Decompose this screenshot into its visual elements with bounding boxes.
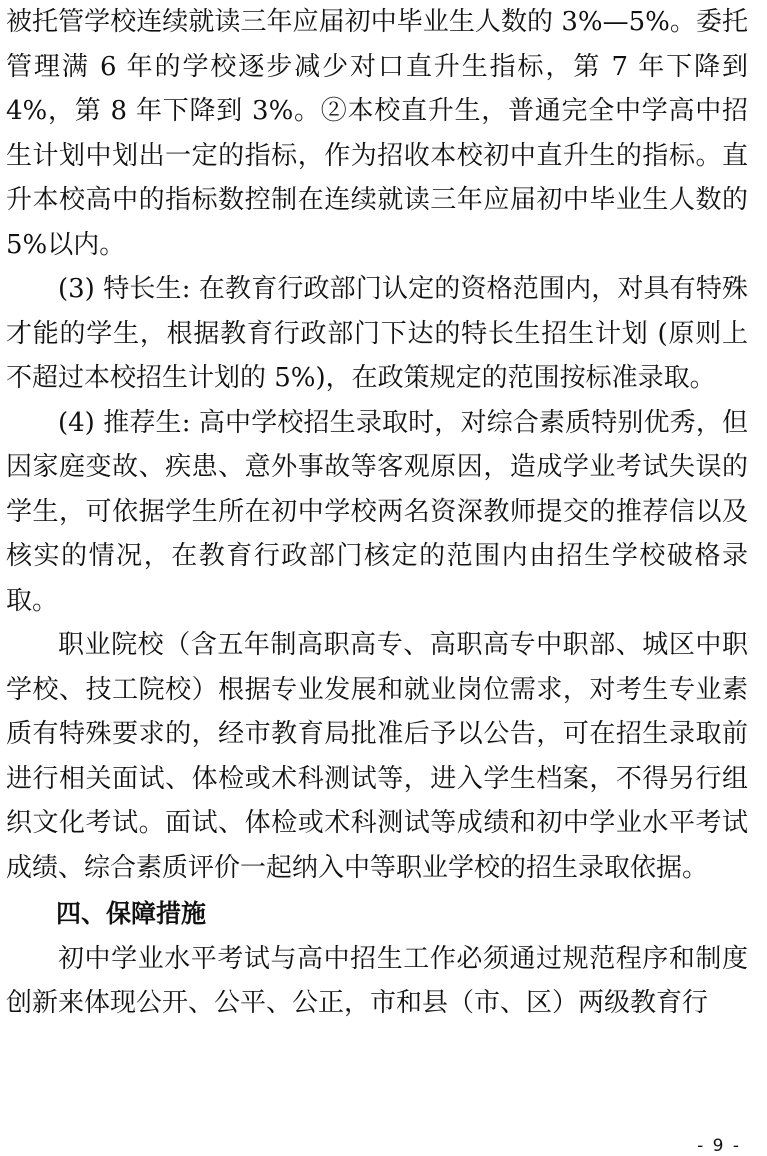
paragraph-safeguards: 初中学业水平考试与高中招生工作必须通过规范程序和制度创新来体现公开、公平、公正，市和县（市、区）两级教育行: [6, 943, 748, 1018]
paragraph-continuation: 被托管学校连续就读三年应届初中毕业生人数的 3%—5%。委托管理满 6 年的学校逐步减少对口直升生指标，第 7 年下降到 4%，第 8 年下降到 3%。②本校直升生，普通完全中学高中招生计划中划出一定的指标，作为招收本校初中直升生的指标。直升本校高中的指标数控制在连续就读三年应届初中毕业生人数的 5%以内。: [6, 7, 748, 260]
document-body: [6, 0, 748, 1026]
paragraph-talent-students: (3) 特长生: 在教育行政部门认定的资格范围内，对具有特殊才能的学生，根据教育行政部门下达的特长生招生计划 (原则上不超过本校招生计划的 5%)，在政策规定的范围按标准录取。: [6, 274, 748, 393]
section-heading: 四、保障措施: [56, 899, 207, 928]
page-number: - 9 -: [697, 1136, 741, 1156]
paragraph-vocational-schools: 职业院校（含五年制高职高专、高职高专中职部、城区中职学校、技工院校）根据专业发展和就业岗位需求，对考生专业素质有特殊要求的，经市教育局批准后予以公告，可在招生录取前进行相关面试、体检或术科测试等，进入学生档案，不得另行组织文化考试。面试、体检或术科测试等成绩和初中学业水平考试成绩、综合素质评价一起纳入中等职业学校的招生录取依据。: [6, 630, 748, 883]
paragraph-recommended-students: (4) 推荐生: 高中学校招生录取时，对综合素质特别优秀，但因家庭变故、疾患、意外事故等客观原因，造成学业考试失误的学生，可依据学生所在初中学校两名资深教师提交的推荐信以及核实的情况，在教育行政部门核定的范围内由招生学校破格录取。: [6, 407, 748, 616]
